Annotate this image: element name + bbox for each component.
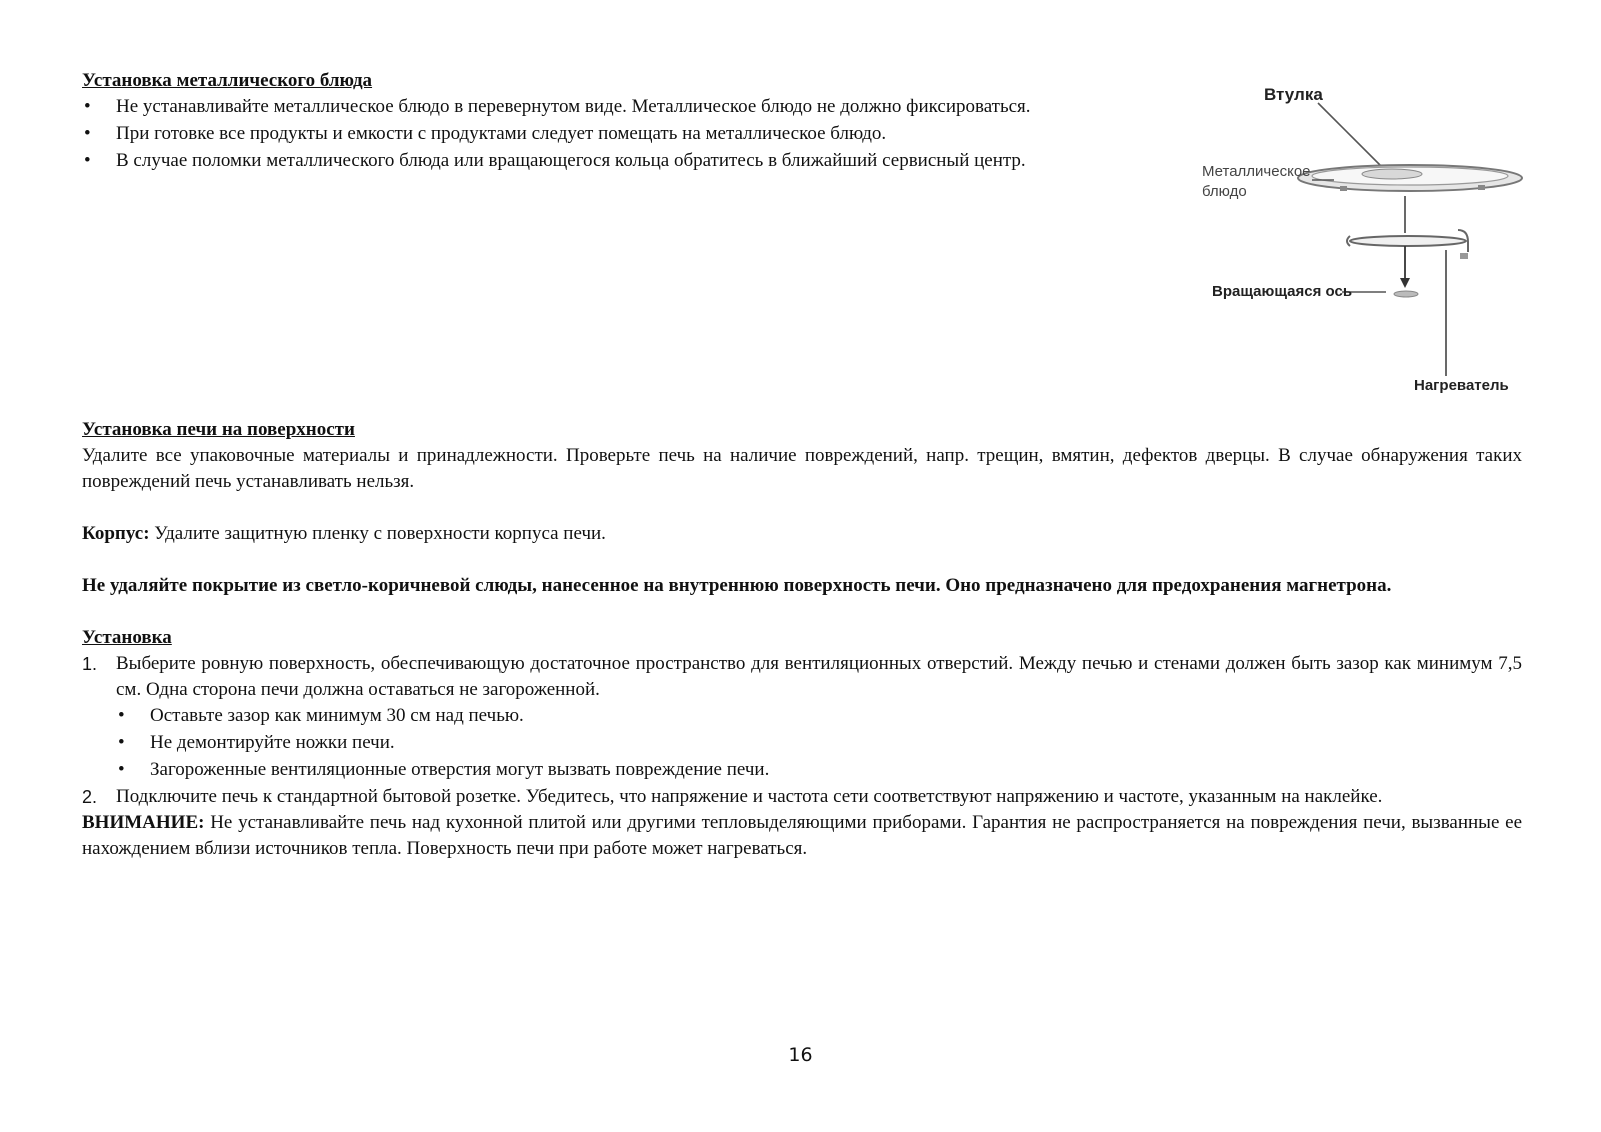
step-text: Подключите печь к стандартной бытовой розетке. Убедитесь, что напряжение и частота сети соответствуют напряжению и частоте, указанным на наклейке. — [116, 786, 1383, 807]
turntable-diagram — [1202, 78, 1540, 408]
section-metal-plate — [82, 68, 1180, 175]
step-number: 2. — [82, 787, 98, 807]
list-item: • Не устанавливайте металлическое блюдо в перевернутом виде. Металлическое блюдо не должно фиксироваться. — [82, 94, 1180, 120]
section-heading-install: Установка — [82, 627, 172, 648]
attention-label: ВНИМАНИЕ: — [82, 812, 205, 833]
install-steps-list — [82, 651, 1522, 810]
body-note-label: Корпус: — [82, 523, 150, 544]
list-item: • Не демонтируйте ножки печи. — [116, 730, 1522, 756]
diagram-label-axis: Вращающаяся ось — [1212, 283, 1353, 300]
body-note — [82, 521, 1522, 547]
list-item: • Оставьте зазор как минимум 30 см над печью. — [116, 703, 1522, 729]
turntable-diagram-drawing — [1220, 78, 1540, 408]
list-item — [82, 784, 1522, 810]
diagram-label-heater: Нагреватель — [1414, 377, 1509, 394]
body-note-text: Удалите защитную пленку с поверхности корпуса печи. — [149, 523, 606, 544]
list-item: • При готовке все продукты и емкости с продуктами следует помещать на металлическое блюдо. — [82, 121, 1180, 147]
section-heading-metal-plate: Установка металлического блюда — [82, 70, 373, 91]
list-item — [82, 651, 1522, 783]
metal-plate-bullet-list — [82, 94, 1180, 174]
section-heading-surface: Установка печи на поверхности — [82, 419, 355, 440]
step-text: Выберите ровную поверхность, обеспечивающую достаточное пространство для вентиляционных отверстий. Между печью и стенами должен быть зазор как минимум 7,5 см. Одна сторона печи должна оставаться не загороженной. — [116, 653, 1522, 700]
section-main — [82, 417, 1522, 862]
list-item: • В случае поломки металлического блюда или вращающегося кольца обратитесь в ближайший сервисный центр. — [82, 148, 1180, 174]
attention-note — [82, 810, 1522, 862]
step-sub-bullets — [116, 703, 1522, 783]
diagram-label-plate-line2: блюдо — [1202, 183, 1247, 200]
attention-text: Не устанавливайте печь над кухонной плитой или другими тепловыделяющими приборами. Гарантия не распространяется на повреждения печи, вызванные ее нахождением вблизи источников тепла. Поверхность печи при работе может нагреваться. — [82, 812, 1522, 859]
diagram-label-plate-line1: Металлическое — [1202, 163, 1311, 180]
diagram-label-hub: Втулка — [1264, 85, 1323, 104]
step-number: 1. — [82, 654, 98, 674]
page-number: 16 — [788, 1044, 813, 1066]
surface-paragraph: Удалите все упаковочные материалы и принадлежности. Проверьте печь на наличие повреждений, напр. трещин, вмятин, дефектов дверцы. В случае обнаружения таких повреждений печь устанавливать нельзя. — [82, 445, 1522, 492]
list-item: • Загороженные вентиляционные отверстия могут вызвать повреждение печи. — [116, 757, 1522, 783]
mica-warning: Не удаляйте покрытие из светло-коричневой слюды, нанесенное на внутреннюю поверхность печи. Оно предназначено для предохранения магнетрона. — [82, 575, 1392, 596]
